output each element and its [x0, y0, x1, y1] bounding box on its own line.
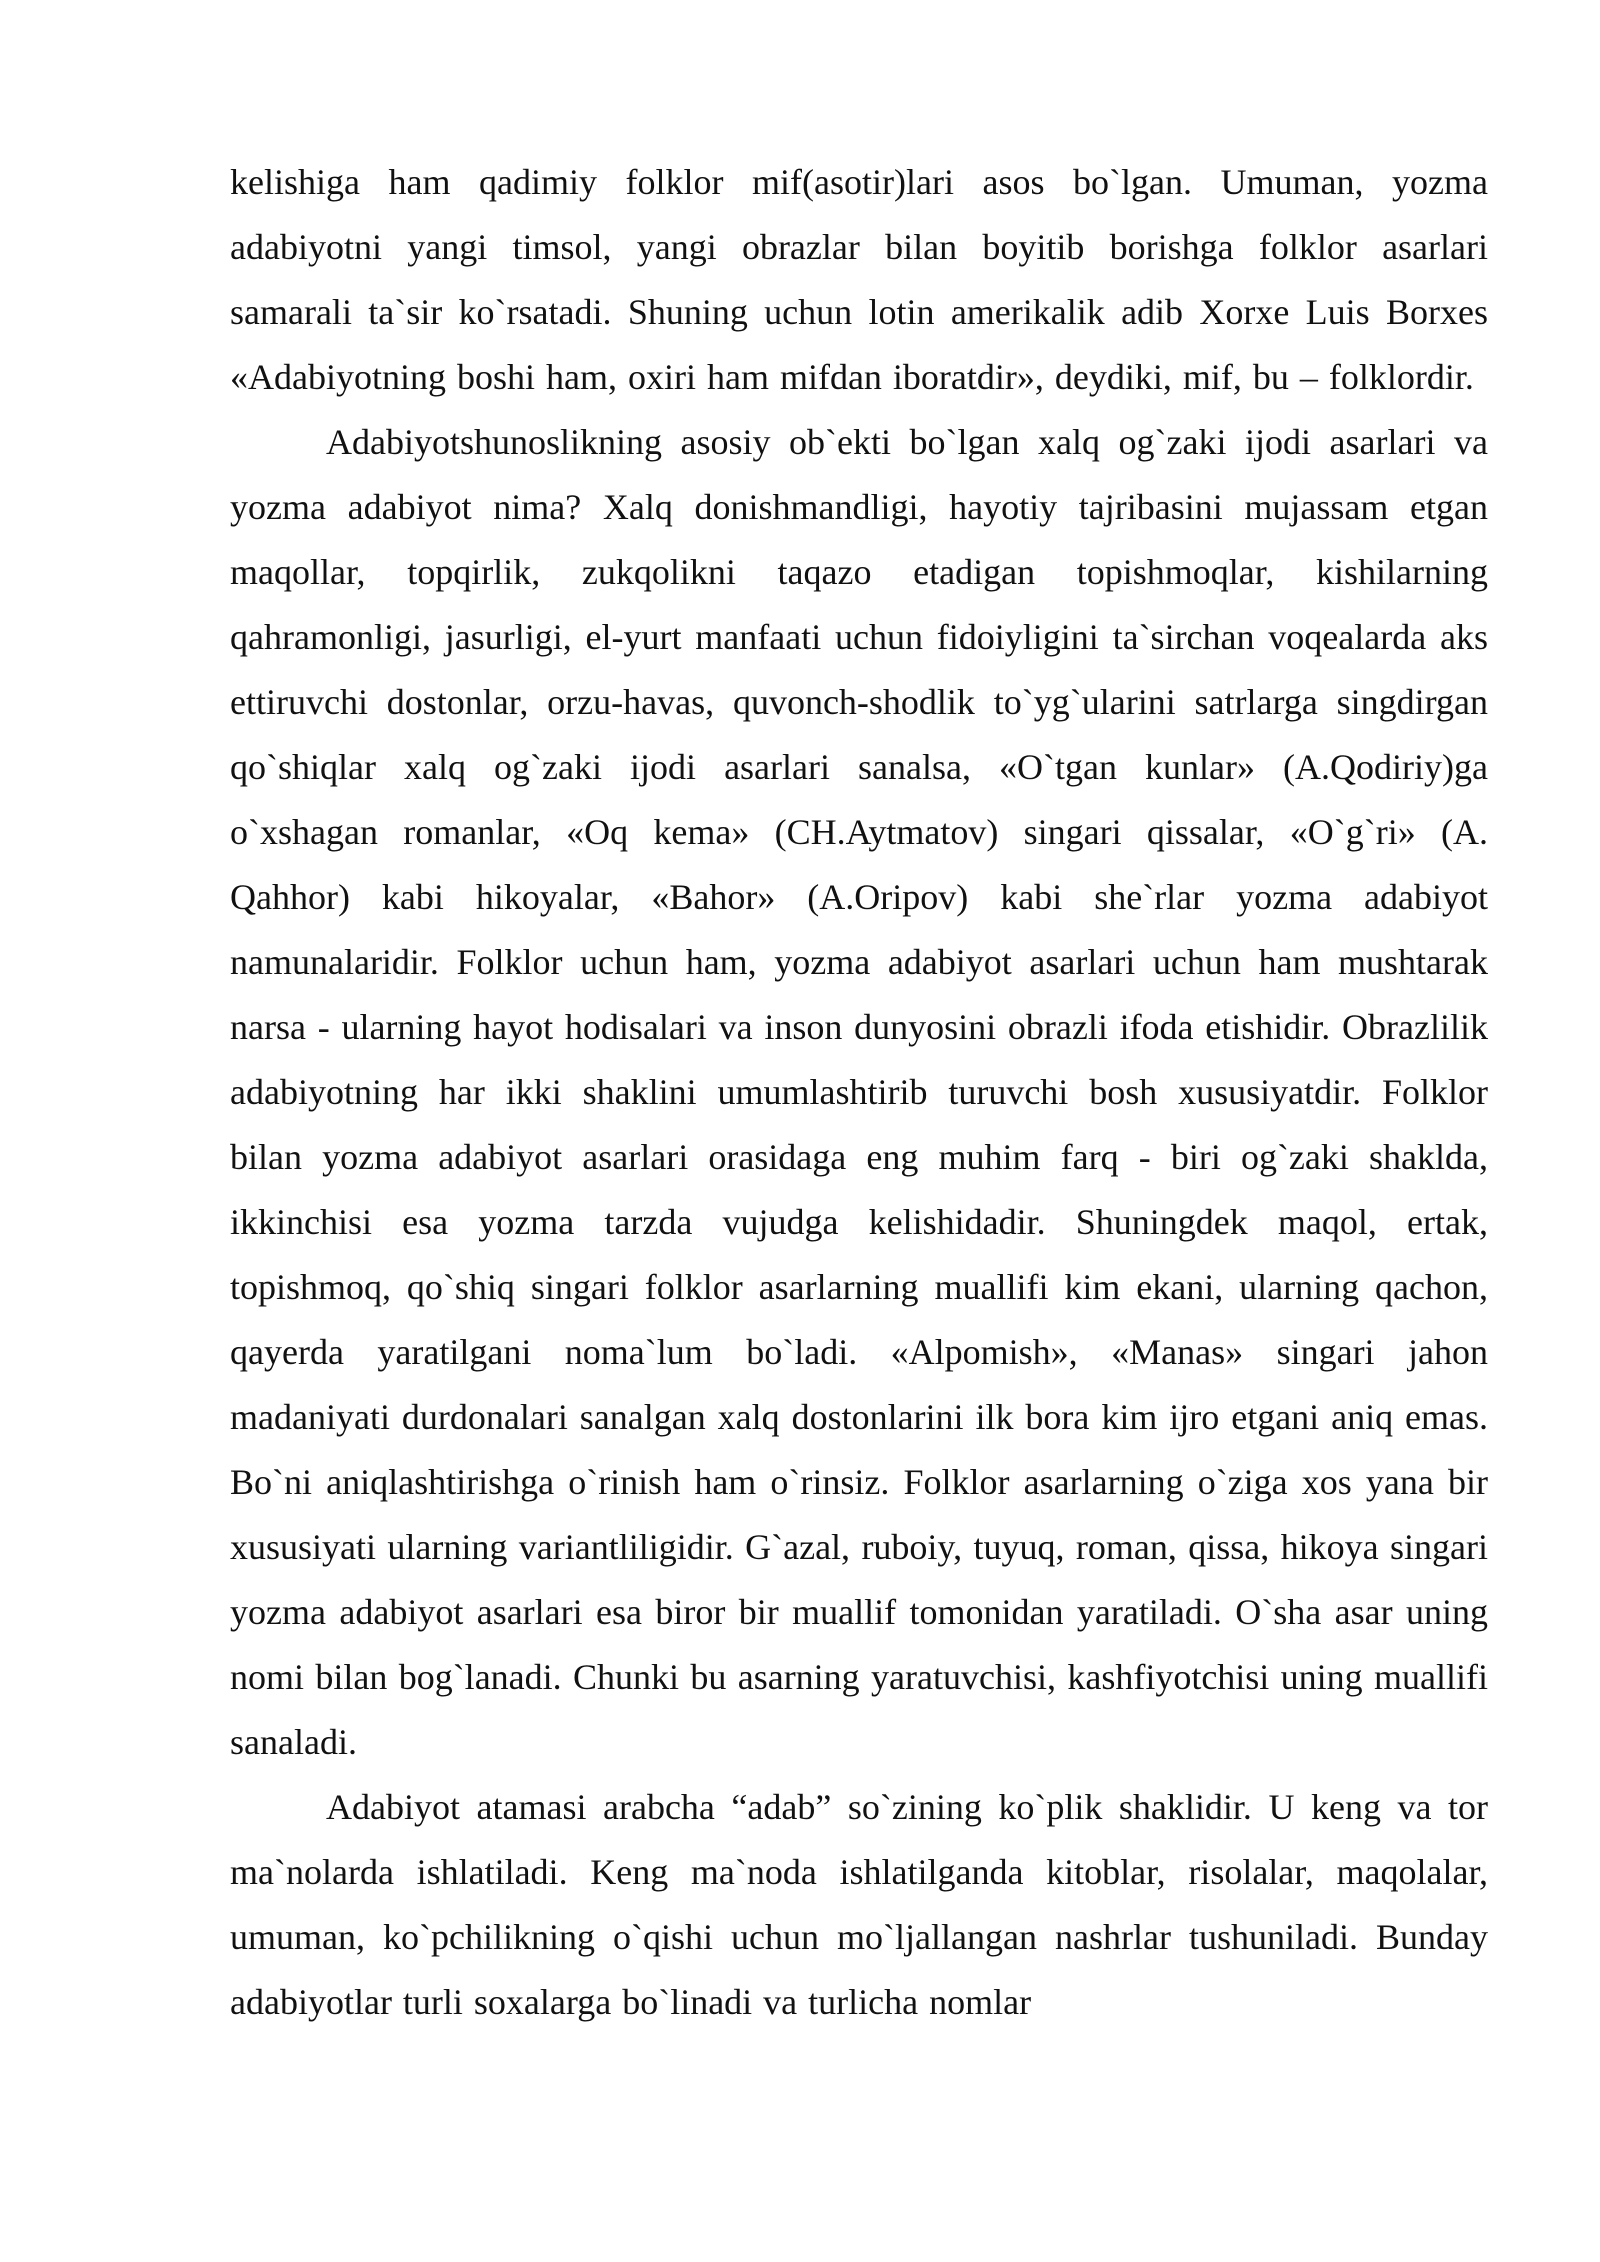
- paragraph-1: kelishiga ham qadimiy folklor mif(asotir)lari asos bo`lgan. Umuman, yozma adabiyotni yangi timsol, yangi obrazlar bilan boyitib borishga folklor asarlari samarali ta`sir ko`rsatadi. Shuning uchun lotin amerikalik adib Xorxe Luis Borxes «Adabiyotning boshi ham, oxiri ham mifdan iboratdir», deydiki, mif, bu – folklordir.: [230, 162, 1488, 397]
- paragraph-3: Adabiyot atamasi arabcha “adab” so`zining ko`plik shaklidir. U keng va tor ma`nolarda ishlatiladi. Keng ma`noda ishlatilganda kitoblar, risolalar, maqolalar, umuman, ko`pchilikning o`qishi uchun mo`ljallangan nashrlar tushuniladi. Bunday adabiyotlar turli soxalarga bo`linadi va turlicha nomlar: [230, 1787, 1488, 2022]
- body-text: [230, 150, 1488, 2035]
- paragraph-2: Adabiyotshunoslikning asosiy ob`ekti bo`lgan xalq og`zaki ijodi asarlari va yozma adabiyot nima? Xalq donishmandligi, hayotiy tajribasini mujassam etgan maqollar, topqirlik, zukqolikni taqazo etadigan topishmoqlar, kishilarning qahramonligi, jasurligi, el-yurt manfaati uchun fidoiyligini ta`sirchan voqealarda aks ettiruvchi dostonlar, orzu-havas, quvonch-shodlik to`yg`ularini satrlarga singdirgan qo`shiqlar xalq og`zaki ijodi asarlari sanalsa, «O`tgan kunlar» (A.Qodiriy)ga o`xshagan romanlar, «Oq kema» (CH.Aytmatov) singari qissalar, «O`g`ri» (A. Qahhor) kabi hikoyalar, «Bahor» (A.Oripov) kabi she`rlar yozma adabiyot namunalaridir. Folklor uchun ham, yozma adabiyot asarlari uchun ham mushtarak narsa - ularning hayot hodisalari va inson dunyosini obrazli ifoda etishidir. Obrazlilik adabiyotning har ikki shaklini umumlashtirib turuvchi bosh xususiyatdir. Folklor bilan yozma adabiyot asarlari orasidaga eng muhim farq - biri og`zaki shaklda, ikkinchisi esa yozma tarzda vujudga kelishidadir. Shuningdek maqol, ertak, topishmoq, qo`shiq singari folklor asarlarning muallifi kim ekani, ularning qachon, qayerda yaratilgani noma`lum bo`ladi. «Alpomish», «Manas» singari jahon madaniyati durdonalari sanalgan xalq dostonlarini ilk bora kim ijro etgani aniq emas. Bo`ni aniqlashtirishga o`rinish ham o`rinsiz. Folklor asarlarning o`ziga xos yana bir xususiyati ularning variantliligidir. G`azal, ruboiy, tuyuq, roman, qissa, hikoya singari yozma adabiyot asarlari esa biror bir muallif tomonidan yaratiladi. O`sha asar uning nomi bilan bog`lanadi. Chunki bu asarning yaratuvchisi, kashfiyotchisi uning muallifi sanaladi.: [230, 422, 1488, 1762]
